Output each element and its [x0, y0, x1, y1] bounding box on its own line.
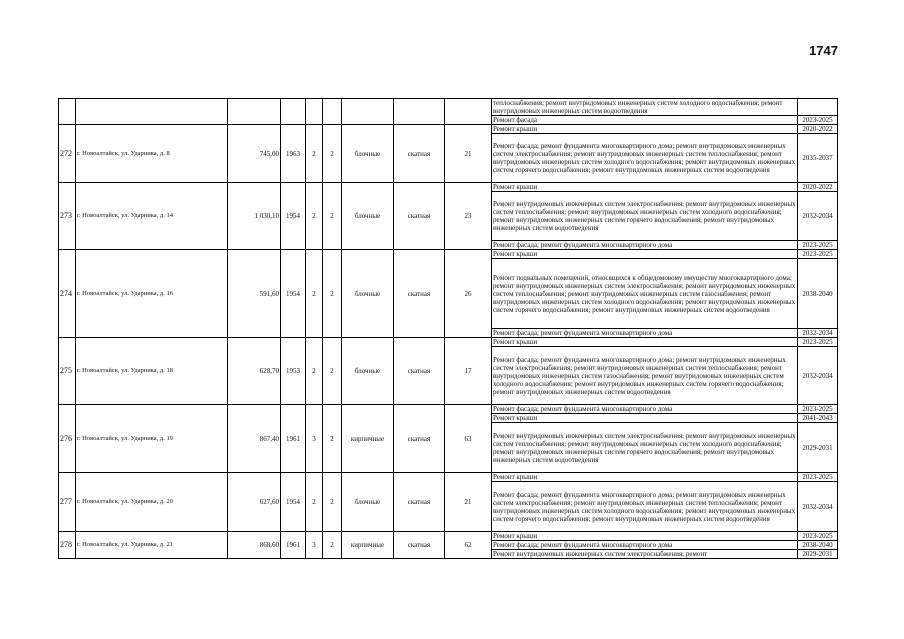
work-cell: Ремонт фасада; ремонт фундамента многоквартирного дома; ремонт внутридомовых инженерных систем электроснабжения; ремонт внутридомовых инженерных систем теплоснабжения; ремонт внутридомовых инженерных систем холодного водоснабжения; ремонт внутридомовых инженерных систем горячего водоснабжения; ремонт внутридомовых инженерных систем водоотведения [492, 482, 798, 532]
area-cell: 868,60 [228, 532, 281, 559]
period-cell: 2020-2022 [798, 125, 838, 134]
walls-cell: блочные [342, 183, 394, 250]
period-cell: 2038-2040 [798, 259, 838, 329]
area-cell: 745,00 [228, 125, 281, 183]
entrances-cell [323, 99, 342, 125]
table-row [59, 532, 838, 541]
table-row [59, 125, 838, 134]
period-cell: 2032-2034 [798, 192, 838, 241]
walls-cell: блочные [342, 338, 394, 405]
work-cell: Ремонт фасада; ремонт фундамента многоквартирного дома [492, 541, 798, 550]
apartments-cell: 17 [445, 338, 492, 405]
work-cell: Ремонт фасада; ремонт фундамента многоквартирного дома [492, 405, 798, 414]
roof-cell: скатная [394, 338, 445, 405]
work-cell: теплоснабжения; ремонт внутридомовых инженерных систем холодного водоснабжения; ремонт внутридомовых инженерных систем водоотведения [492, 99, 798, 116]
year-cell [281, 99, 306, 125]
entrances-cell: 2 [323, 473, 342, 532]
work-cell: Ремонт крыши [492, 473, 798, 482]
entrances-cell: 2 [323, 338, 342, 405]
period-cell: 2032-2034 [798, 347, 838, 405]
num-cell: 278 [59, 532, 76, 559]
apartments-cell: 26 [445, 250, 492, 338]
floors-cell: 2 [306, 183, 323, 250]
address-cell [76, 99, 228, 125]
period-cell: 2023-2025 [798, 473, 838, 482]
walls-cell: блочные [342, 250, 394, 338]
address-cell: г. Новоалтайск, ул. Ударника, д. 18 [76, 338, 228, 405]
period-cell: 2023-2025 [798, 250, 838, 259]
year-cell: 1961 [281, 532, 306, 559]
num-cell [59, 99, 76, 125]
work-cell: Ремонт крыши [492, 250, 798, 259]
table-row [59, 338, 838, 347]
work-cell: Ремонт подвальных помещений, относящихся к общедомовому имуществу многоквартирного дома; ремонт внутридомовых инженерных систем электроснабжения; ремонт внутридомовых инженерных систем теплоснабжения; ремонт внутридомовых инженерных систем газоснабжения; ремонт внутридомовых инженерных систем холодного водоснабжения; ремонт внутридомовых инженерных систем горячего водоснабжения; ремонт внутридомовых инженерных систем водоотведения [492, 259, 798, 329]
table-row [59, 250, 838, 259]
work-cell: Ремонт внутридомовых инженерных систем электроснабжения; ремонт внутридомовых инженерных систем теплоснабжения; ремонт внутридомовых инженерных систем холодного водоснабжения; ремонт внутридомовых инженерных систем горячего водоснабжения; ремонт внутридомовых инженерных систем водоотведения [492, 192, 798, 241]
period-cell: 2023-2025 [798, 116, 838, 125]
table-row [59, 473, 838, 482]
work-cell: Ремонт фасада; ремонт фундамента многоквартирного дома [492, 241, 798, 250]
floors-cell: 3 [306, 532, 323, 559]
period-cell: 2023-2025 [798, 338, 838, 347]
num-cell: 276 [59, 405, 76, 473]
apartments-cell: 62 [445, 532, 492, 559]
period-cell: 2029-2031 [798, 423, 838, 473]
area-cell: 591,60 [228, 250, 281, 338]
walls-cell: блочные [342, 473, 394, 532]
floors-cell: 2 [306, 338, 323, 405]
apartments-cell: 23 [445, 183, 492, 250]
roof-cell: скатная [394, 405, 445, 473]
work-cell: Ремонт фасада [492, 116, 798, 125]
address-cell: г. Новоалтайск, ул. Ударника, д. 21 [76, 532, 228, 559]
entrances-cell: 2 [323, 532, 342, 559]
apartments-cell: 63 [445, 405, 492, 473]
period-cell: 2023-2025 [798, 405, 838, 414]
roof-cell: скатная [394, 473, 445, 532]
housing-repair-table [58, 98, 838, 559]
address-cell: г. Новоалтайск, ул. Ударника, д. 14 [76, 183, 228, 250]
walls-cell: кирпичные [342, 405, 394, 473]
work-cell: Ремонт фасада; ремонт фундамента многоквартирного дома [492, 329, 798, 338]
walls-cell [342, 99, 394, 125]
year-cell: 1953 [281, 338, 306, 405]
area-cell: 628,70 [228, 338, 281, 405]
work-cell: Ремонт крыши [492, 532, 798, 541]
work-cell: Ремонт крыши [492, 414, 798, 423]
entrances-cell: 2 [323, 405, 342, 473]
work-cell: Ремонт крыши [492, 125, 798, 134]
period-cell: 2029-2031 [798, 550, 838, 559]
num-cell: 273 [59, 183, 76, 250]
year-cell: 1954 [281, 250, 306, 338]
entrances-cell: 2 [323, 250, 342, 338]
period-cell: 2032-2034 [798, 482, 838, 532]
address-cell: г. Новоалтайск, ул. Ударника, д. 20 [76, 473, 228, 532]
walls-cell: блочные [342, 125, 394, 183]
period-cell: 2032-2034 [798, 329, 838, 338]
floors-cell: 2 [306, 473, 323, 532]
entrances-cell: 2 [323, 183, 342, 250]
work-cell: Ремонт фасада; ремонт фундамента многоквартирного дома; ремонт внутридомовых инженерных систем электроснабжения; ремонт внутридомовых инженерных систем теплоснабжения; ремонт внутридомовых инженерных систем холодного водоснабжения; ремонт внутридомовых инженерных систем горячего водоснабжения; ремонт внутридомовых инженерных систем водоотведения [492, 134, 798, 183]
roof-cell: скатная [394, 532, 445, 559]
roof-cell: скатная [394, 250, 445, 338]
year-cell: 1961 [281, 405, 306, 473]
apartments-cell: 21 [445, 473, 492, 532]
period-cell [798, 99, 838, 116]
floors-cell [306, 99, 323, 125]
work-cell: Ремонт крыши [492, 338, 798, 347]
area-cell: 1 030,10 [228, 183, 281, 250]
num-cell: 272 [59, 125, 76, 183]
num-cell: 275 [59, 338, 76, 405]
area-cell [228, 99, 281, 125]
work-cell: Ремонт крыши [492, 183, 798, 192]
roof-cell [394, 99, 445, 125]
period-cell: 2035-2037 [798, 134, 838, 183]
address-cell: г. Новоалтайск, ул. Ударника, д. 16 [76, 250, 228, 338]
table-row [59, 99, 838, 116]
area-cell: 627,60 [228, 473, 281, 532]
period-cell: 2020-2022 [798, 183, 838, 192]
floors-cell: 2 [306, 250, 323, 338]
period-cell: 2023-2025 [798, 532, 838, 541]
roof-cell: скатная [394, 183, 445, 250]
table-row [59, 405, 838, 414]
floors-cell: 2 [306, 125, 323, 183]
period-cell: 2023-2025 [798, 241, 838, 250]
area-cell: 867,40 [228, 405, 281, 473]
apartments-cell: 21 [445, 125, 492, 183]
period-cell: 2038-2040 [798, 541, 838, 550]
work-cell: Ремонт внутридомовых инженерных систем электроснабжения; ремонт [492, 550, 798, 559]
num-cell: 277 [59, 473, 76, 532]
period-cell: 2041-2043 [798, 414, 838, 423]
entrances-cell: 2 [323, 125, 342, 183]
num-cell: 274 [59, 250, 76, 338]
roof-cell: скатная [394, 125, 445, 183]
year-cell: 1954 [281, 183, 306, 250]
walls-cell: кирпичные [342, 532, 394, 559]
page-number: 1747 [809, 43, 838, 58]
work-cell: Ремонт фасада; ремонт фундамента многоквартирного дома; ремонт внутридомовых инженерных систем электроснабжения; ремонт внутридомовых инженерных систем теплоснабжения; ремонт внутридомовых инженерных систем газоснабжения; ремонт внутридомовых инженерных систем холодного водоснабжения; ремонт внутридомовых инженерных систем горячего водоснабжения; ремонт внутридомовых инженерных систем водоотведения [492, 347, 798, 405]
apartments-cell [445, 99, 492, 125]
floors-cell: 3 [306, 405, 323, 473]
year-cell: 1954 [281, 473, 306, 532]
work-cell: Ремонт внутридомовых инженерных систем электроснабжения; ремонт внутридомовых инженерных систем теплоснабжения; ремонт внутридомовых инженерных систем холодного водоснабжения; ремонт внутридомовых инженерных систем горячего водоснабжения; ремонт внутридомовых инженерных систем водоотведения [492, 423, 798, 473]
address-cell: г. Новоалтайск, ул. Ударника, д. 19 [76, 405, 228, 473]
table-row [59, 183, 838, 192]
year-cell: 1963 [281, 125, 306, 183]
address-cell: г. Новоалтайск, ул. Ударника, д. 8 [76, 125, 228, 183]
